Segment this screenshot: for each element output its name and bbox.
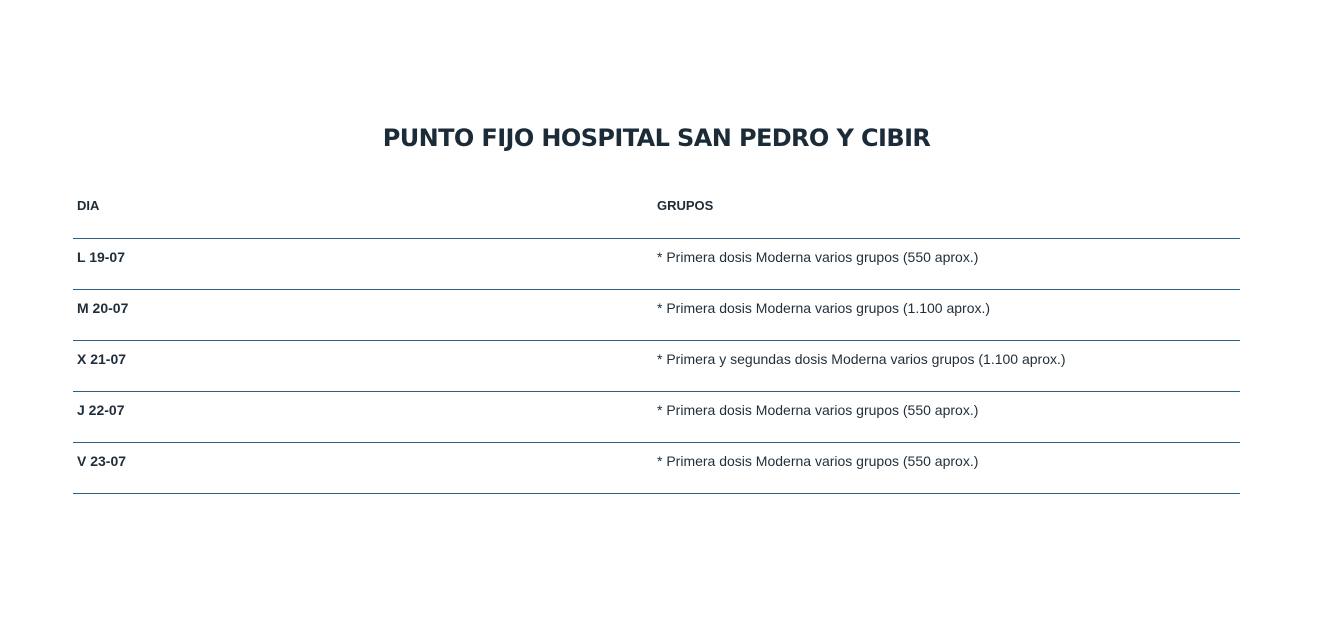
grupos-cell: * Primera y segundas dosis Moderna varios grupos (1.100 aprox.) — [653, 340, 1240, 391]
grupos-cell: * Primera dosis Moderna varios grupos (550 aprox.) — [653, 238, 1240, 289]
table-row — [73, 391, 1240, 442]
dia-cell: J 22-07 — [73, 391, 653, 442]
table-row — [73, 289, 1240, 340]
table-row — [73, 442, 1240, 493]
column-header-dia: DIA — [73, 184, 653, 238]
dia-cell: X 21-07 — [73, 340, 653, 391]
schedule-table — [73, 184, 1240, 494]
dia-cell: V 23-07 — [73, 442, 653, 493]
table-row — [73, 238, 1240, 289]
table-header — [73, 184, 1240, 238]
grupos-cell: * Primera dosis Moderna varios grupos (550 aprox.) — [653, 391, 1240, 442]
grupos-cell: * Primera dosis Moderna varios grupos (1.100 aprox.) — [653, 289, 1240, 340]
grupos-cell: * Primera dosis Moderna varios grupos (550 aprox.) — [653, 442, 1240, 493]
table-body — [73, 238, 1240, 493]
dia-cell: M 20-07 — [73, 289, 653, 340]
table-row — [73, 340, 1240, 391]
dia-cell: L 19-07 — [73, 238, 653, 289]
page-title: PUNTO FIJO HOSPITAL SAN PEDRO Y CIBIR — [382, 124, 931, 152]
table-header-row — [73, 184, 1240, 238]
column-header-grupos: GRUPOS — [653, 184, 1240, 238]
